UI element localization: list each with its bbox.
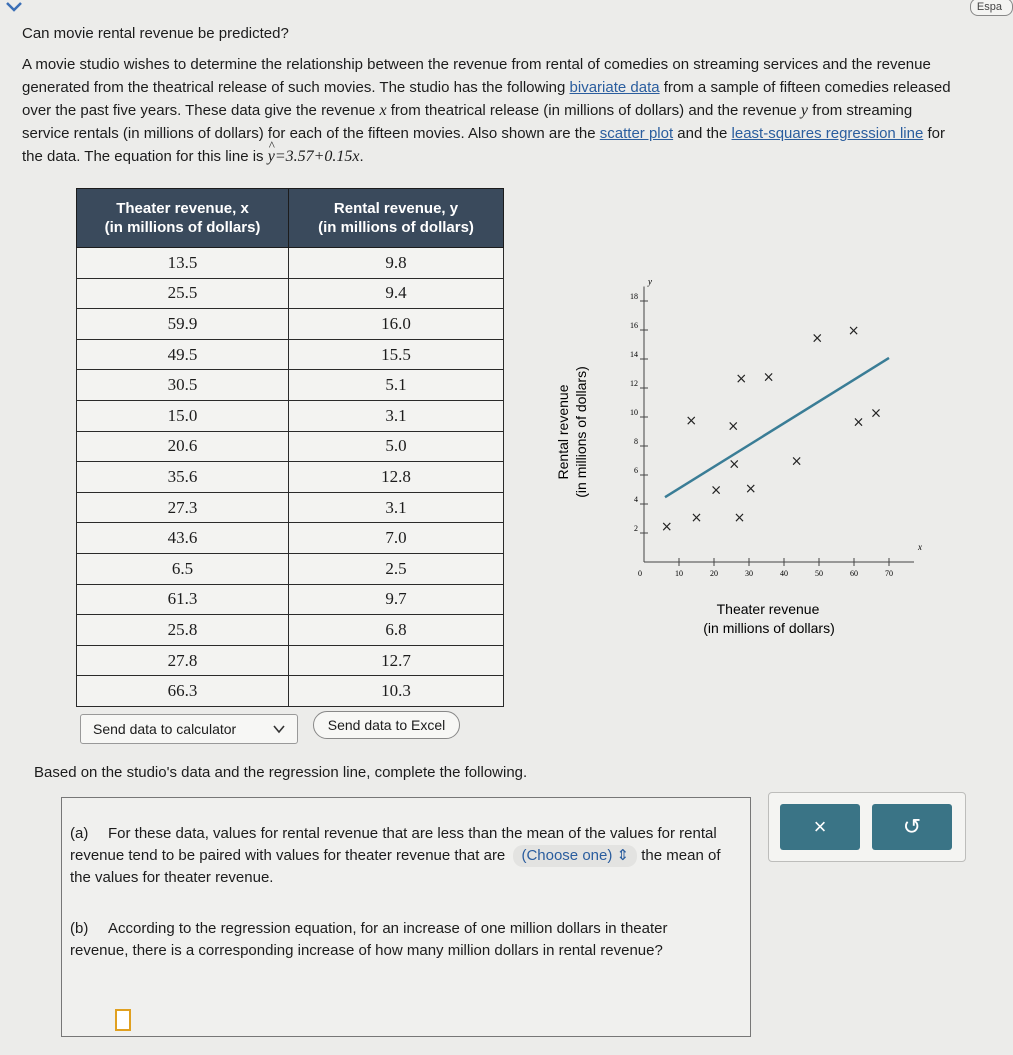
question-a: (a) For these data, values for rental revenue that are less than the mean of the values for rental revenue tend to be paired with values for theater revenue that are (Choose one) ⇕ the mean of the values for theater revenue.: [70, 825, 721, 886]
rental-revenue-cell: 9.7: [289, 584, 504, 615]
y-tick-label: 18: [630, 292, 638, 301]
table-row: [77, 523, 504, 554]
table-row: [77, 645, 504, 676]
theater-revenue-cell: 20.6: [77, 431, 289, 462]
language-toggle[interactable]: Espa: [970, 0, 1013, 16]
x-tick-label: 50: [815, 569, 823, 578]
rental-revenue-cell: 10.3: [289, 676, 504, 707]
scatter-plot-link[interactable]: scatter plot: [599, 125, 674, 142]
x-tick-label: 20: [710, 569, 718, 578]
data-point: ×: [728, 456, 741, 473]
origin-label: 0: [638, 569, 642, 578]
rental-revenue-cell: 7.0: [289, 523, 504, 554]
theater-revenue-cell: 13.5: [77, 248, 289, 279]
theater-revenue-cell: 66.3: [77, 676, 289, 707]
table-row: [77, 676, 504, 707]
undo-button[interactable]: ↺: [872, 804, 952, 850]
y-tick-label: 12: [630, 379, 638, 388]
theater-revenue-cell: 30.5: [77, 370, 289, 401]
theater-revenue-cell: 43.6: [77, 523, 289, 554]
data-point: ×: [744, 481, 757, 498]
rental-revenue-cell: 9.8: [289, 248, 504, 279]
x-axis-label-units: (in millions of dollars): [703, 620, 835, 636]
y-axis-label-units: (in millions of dollars): [573, 366, 589, 498]
rental-revenue-cell: 12.7: [289, 645, 504, 676]
table-row: [77, 431, 504, 462]
table-row: [77, 615, 504, 646]
rental-revenue-cell: 15.5: [289, 339, 504, 370]
x-tick-label: 40: [780, 569, 788, 578]
y-tick-label: 6: [634, 466, 638, 475]
y-tick-label: 8: [634, 437, 638, 446]
x-axis-label: Theater revenue: [716, 601, 820, 617]
problem-description: A movie studio wishes to determine the relationship between the revenue from rental of comedies on streaming services and the revenue generated from the theatrical release of such movies. The studio has the following bivariate data from a sample of fifteen comedies released over the past five years. These data give the revenue x from theatrical release (in millions of dollars) and the revenue y from streaming service rentals (in millions of dollars) for each of the fifteen movies. Also shown are the scatter plot and the least-squares regression line for the data. The equation for this line is ^ y=3.57+0.15x.: [22, 53, 957, 168]
y-tick-label: 10: [630, 408, 638, 417]
table-row: [77, 492, 504, 523]
choose-one-select[interactable]: (Choose one) ⇕: [513, 845, 637, 867]
data-point: ×: [790, 453, 803, 470]
rental-revenue-cell: 3.1: [289, 400, 504, 431]
table-row: [77, 584, 504, 615]
data-point: ×: [762, 369, 775, 386]
collapse-chevron-icon[interactable]: [4, 0, 24, 14]
theater-revenue-cell: 59.9: [77, 309, 289, 340]
question-panel: [61, 797, 751, 1037]
header-theater-revenue: Theater revenue, x (in millions of dollars): [77, 189, 289, 248]
theater-revenue-cell: 27.3: [77, 492, 289, 523]
theater-revenue-cell: 35.6: [77, 462, 289, 493]
table-row: [77, 462, 504, 493]
send-to-calculator-button[interactable]: Send data to calculator: [80, 714, 298, 744]
theater-revenue-cell: 15.0: [77, 400, 289, 431]
y-axis-label: Rental revenue: [555, 384, 571, 480]
regression-equation: ^ y=3.57+0.15x: [268, 148, 360, 165]
rental-revenue-cell: 3.1: [289, 492, 504, 523]
data-point: ×: [710, 482, 722, 499]
y-tick-label: 16: [630, 321, 638, 330]
data-point: ×: [660, 518, 673, 535]
y-tick-label: 4: [634, 495, 638, 504]
rental-revenue-cell: 5.0: [289, 431, 504, 462]
header-rental-revenue: Rental revenue, y (in millions of dollars): [289, 189, 504, 248]
y-axis-var-label: y: [648, 276, 652, 287]
x-tick-label: 60: [850, 569, 858, 578]
rental-revenue-cell: 5.1: [289, 370, 504, 401]
table-row: [77, 339, 504, 370]
table-row: [77, 553, 504, 584]
instructions: Based on the studio's data and the regression line, complete the following.: [34, 764, 528, 781]
theater-revenue-cell: 6.5: [77, 553, 289, 584]
chevron-down-icon: [273, 715, 285, 743]
x-axis-var-label: x: [918, 542, 922, 552]
data-point: ×: [870, 405, 882, 422]
theater-revenue-cell: 25.5: [77, 278, 289, 309]
scatter-plot: [540, 270, 922, 650]
clear-button[interactable]: ×: [780, 804, 860, 850]
data-point: ×: [733, 510, 746, 527]
select-arrows-icon: ⇕: [616, 847, 630, 864]
regression-line-link[interactable]: least-squares regression line: [731, 125, 924, 142]
x-tick-label: 70: [885, 569, 893, 578]
data-point: ×: [727, 418, 740, 435]
data-point: ×: [811, 330, 824, 347]
table-row: [77, 400, 504, 431]
table-row: [77, 248, 504, 279]
table-row: [77, 278, 504, 309]
data-point: ×: [852, 414, 865, 431]
problem-title: Can movie rental revenue be predicted?: [22, 25, 289, 42]
table-row: [77, 370, 504, 401]
y-tick-label: 2: [634, 524, 638, 533]
data-point: ×: [690, 510, 703, 527]
theater-revenue-cell: 61.3: [77, 584, 289, 615]
data-point: ×: [685, 412, 698, 429]
rental-revenue-cell: 16.0: [289, 309, 504, 340]
x-tick-label: 10: [675, 569, 683, 578]
action-panel: [768, 792, 966, 862]
data-table: [76, 188, 504, 707]
table-row: [77, 309, 504, 340]
x-tick-label: 30: [745, 569, 753, 578]
rental-revenue-cell: 12.8: [289, 462, 504, 493]
theater-revenue-cell: 49.5: [77, 339, 289, 370]
data-point: ×: [735, 370, 748, 387]
rental-revenue-cell: 2.5: [289, 553, 504, 584]
theater-revenue-cell: 27.8: [77, 645, 289, 676]
y-tick-label: 14: [630, 350, 638, 359]
rental-revenue-cell: 6.8: [289, 615, 504, 646]
data-point: ×: [847, 323, 860, 339]
rental-revenue-cell: 9.4: [289, 278, 504, 309]
answer-input[interactable]: [115, 1009, 131, 1031]
bivariate-data-link[interactable]: bivariate data: [569, 79, 660, 96]
send-to-excel-button[interactable]: Send data to Excel: [313, 711, 460, 739]
theater-revenue-cell: 25.8: [77, 615, 289, 646]
question-b: (b) According to the regression equation, for an increase of one million dollars in theater revenue, there is a corresponding increase of how many million dollars in rental revenue?: [70, 920, 668, 959]
